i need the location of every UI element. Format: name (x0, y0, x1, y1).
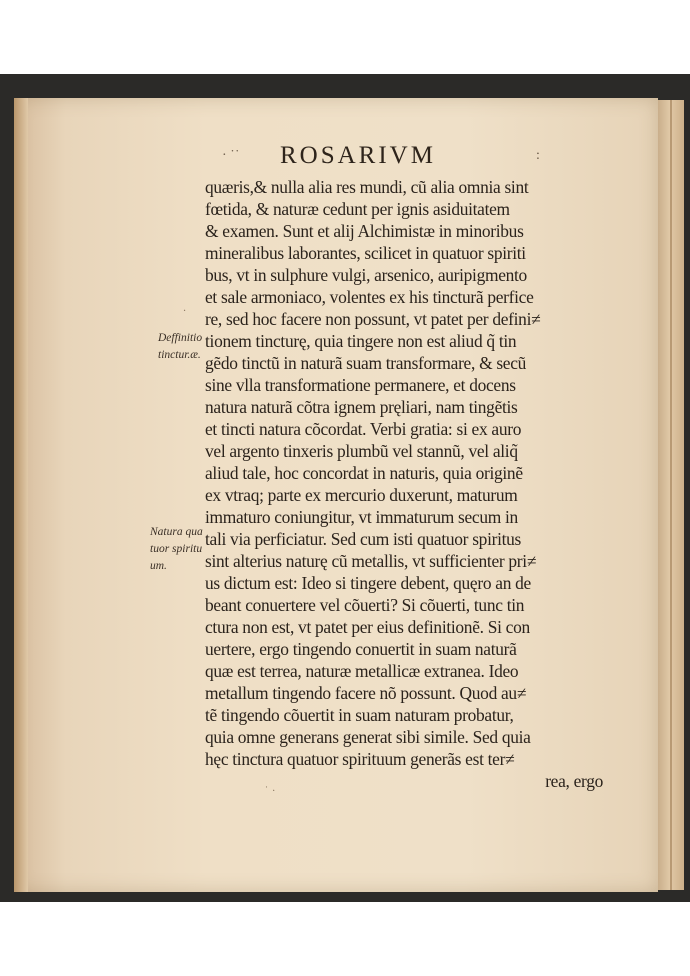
text-line: quæ est terrea, naturæ metallicæ extranea. Ideo (205, 661, 519, 681)
margin-note-definitio (158, 330, 202, 364)
header-ornament-right: : (536, 148, 540, 163)
margin-note-line: Natura qua (150, 526, 203, 538)
text-line: vel argento tinxeris plumbũ vel stannũ, vel aliq̃ (205, 441, 518, 461)
text-line: aliud tale, hoc concordat in naturis, quia originẽ (205, 463, 523, 483)
text-line: & examen. Sunt et alij Alchimistæ in minoribus (205, 221, 524, 241)
paper-speck: ˙ · (264, 786, 276, 797)
main-text-block (205, 176, 605, 792)
text-line: us dictum est: Ideo si tingere debent, quęro an de (205, 573, 531, 593)
margin-note-line: um. (150, 560, 167, 572)
page-gutter-shadow (14, 98, 28, 892)
text-line: hęc tinctura quatuor spirituum generãs est ter≠ (205, 749, 515, 769)
text-line: re, sed hoc facere non possunt, vt patet per defini≠ (205, 309, 541, 329)
text-line: immaturo coniungitur, vt immaturum secum in (205, 507, 518, 527)
margin-note-natura (150, 524, 203, 575)
text-line: tali via perficiatur. Sed cum isti quatuor spiritus (205, 529, 522, 549)
text-line: et sale armoniaco, volentes ex his tincturã perfice (205, 287, 534, 307)
text-line: mineralibus laborantes, scilicet in quatuor spiriti (205, 243, 526, 263)
text-line: et tincti natura cõcordat. Verbi gratia: si ex auro (205, 419, 522, 439)
paper-speck: · (183, 306, 187, 317)
margin-note-line: Deffinitio (158, 332, 203, 344)
page-edge-line (670, 100, 672, 890)
text-line: gẽdo tinctũ in naturã suam transformare, & secũ (205, 353, 527, 373)
text-line: tẽ tingendo cõuertit in suam naturam probatur, (205, 705, 514, 725)
running-header: ROSARIVM (280, 142, 436, 169)
text-line: natura naturã cõtra ignem pręliari, nam tingẽtis (205, 397, 518, 417)
text-line: ctura non est, vt patet per eius definitionẽ. Si con (205, 617, 530, 637)
text-line: uertere, ergo tingendo conuertit in suam naturã (205, 639, 517, 659)
text-line: sine vlla transformatione permanere, et docens (205, 375, 516, 395)
text-line: fœtida, & naturæ cedunt per ignis asiduitatem (205, 199, 510, 219)
text-line: bus, vt in sulphure vulgi, arsenico, auripigmento (205, 265, 527, 285)
text-line: beant conuertere vel cõuerti? Si cõuerti, tunc tin (205, 595, 525, 615)
text-line: tionem tincturę, quia tingere non est aliud q̃ tin (205, 331, 517, 351)
text-line: ex vtraq; parte ex mercurio duxerunt, maturum (205, 485, 518, 505)
text-line: quia omne generans generat sibi simile. Sed quia (205, 727, 531, 747)
header-ornament-left: · ˙˙ (222, 148, 240, 163)
text-line: quæris,& nulla alia res mundi, cũ alia omnia sint (205, 177, 529, 197)
margin-note-line: tuor spiritu (150, 543, 203, 555)
text-line: metallum tingendo facere nõ possunt. Quod au≠ (205, 683, 527, 703)
text-line: sint alterius naturę cũ metallis, vt sufficienter pri≠ (205, 551, 537, 571)
text-line-catchword: rea, ergo (545, 771, 603, 791)
margin-note-line: tinctur.æ. (158, 349, 201, 361)
